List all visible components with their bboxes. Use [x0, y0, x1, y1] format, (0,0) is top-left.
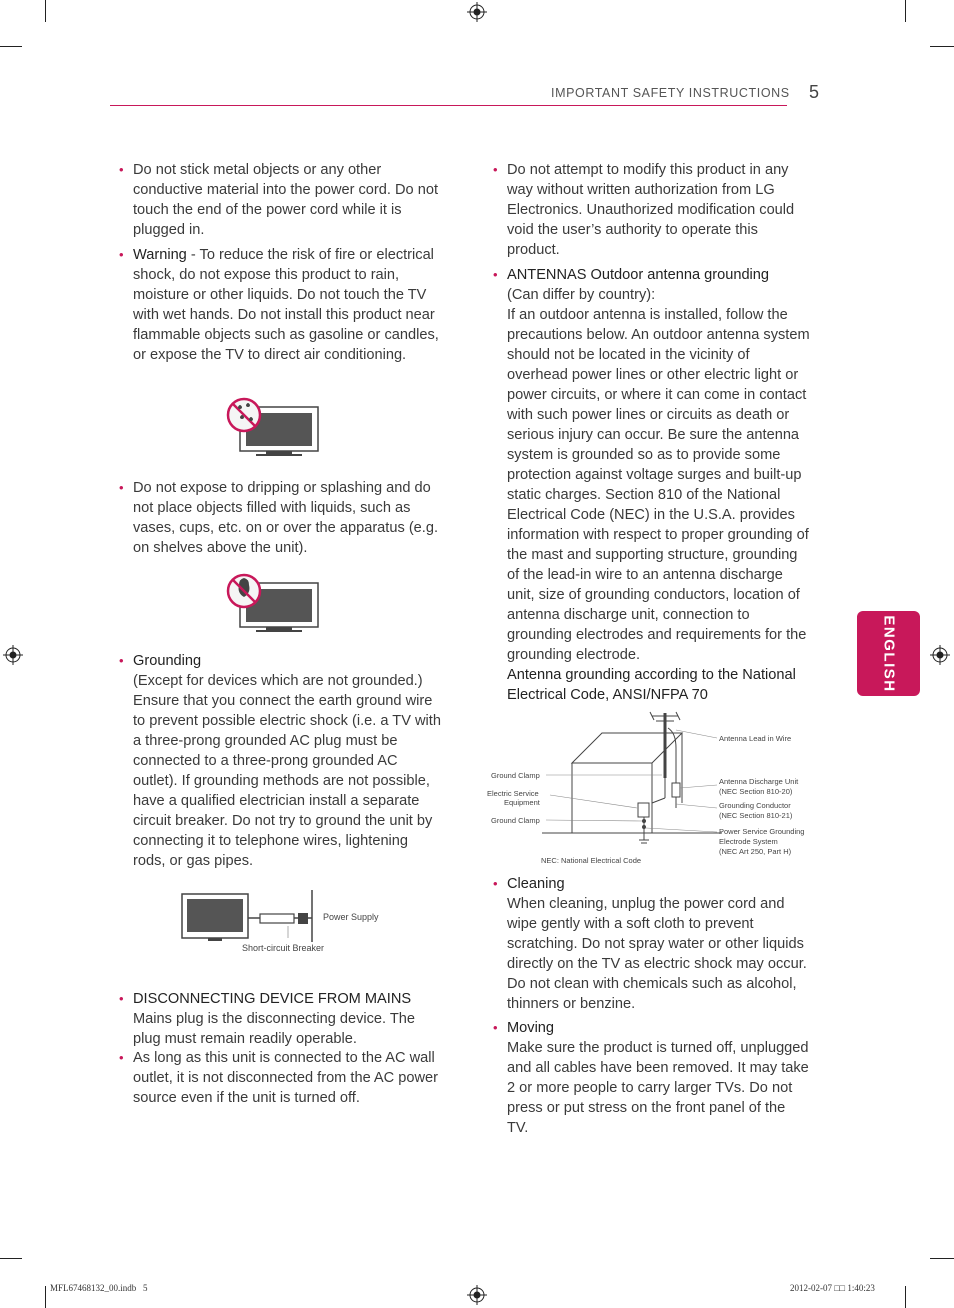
- power-service-label: (NEC Art 250, Part H): [719, 847, 792, 856]
- crop-mark: [905, 1286, 906, 1308]
- power-supply-label: Power Supply: [323, 912, 379, 922]
- registration-mark-icon: [467, 1285, 487, 1305]
- registration-mark-icon: [3, 645, 23, 665]
- footer-date-text: 2012-02-07: [790, 1283, 832, 1293]
- header-divider: [110, 105, 787, 106]
- antenna-lead-label: Antenna Lead in Wire: [719, 734, 792, 743]
- power-service-label: Electrode System: [719, 837, 778, 846]
- footer-file: MFL67468132_00.indb 5: [50, 1283, 148, 1293]
- grounding-conductor-label: (NEC Section 810-21): [719, 811, 793, 820]
- tv-no-water-icon: [226, 393, 322, 461]
- crop-mark: [45, 0, 46, 22]
- item-text: Do not stick metal objects or any other conductive material into the power cord. Do not touch the end of the power cord while it is plugged in.: [133, 162, 439, 238]
- power-service-label: Power Service Grounding: [719, 827, 805, 836]
- right-item-antennas: [485, 265, 810, 705]
- left-item-ac-outlet: [111, 1048, 441, 1108]
- footer-marks: □□: [834, 1283, 846, 1293]
- item-text: - To reduce the risk of fire or electrical shock, do not expose this product to rain, moisture or other liquids. Do not touch the TV with wet hands. Do not install this product near flammable objects such as gasoline or candles, or expose the TV to direct air conditioning.: [133, 247, 439, 363]
- nec-note: NEC: National Electrical Code: [541, 856, 642, 865]
- item-text: Do not expose to dripping or splashing and do not place objects filled with liquids, such as vases, cups, etc. on or over the apparatus (e.g. on shelves above the unit).: [133, 480, 439, 556]
- item-text: Mains plug is the disconnecting device. The plug must remain readily operable.: [133, 1011, 416, 1047]
- breaker-label: Short-circuit Breaker: [242, 943, 325, 953]
- item-text: Make sure the product is turned off, unplugged and all cables have been removed. It may take 2 or more people to carry larger TVs. Do not press or put stress on the front panel of the TV.: [507, 1040, 809, 1136]
- item-text: (Except for devices which are not grounded.) Ensure that you connect the earth ground wire to prevent possible electric shock (i.e. a TV with a three-prong grounded AC plug must be connected to a three-prong grounded AC outlet). If grounding methods are not possible, have a qualified electrician install a separate circuit breaker. Do not try to ground the unit by connecting it to telephone wires, lightening rods, or gas pipes.: [133, 673, 441, 869]
- item-text: As long as this unit is connected to the AC wall outlet, it is not disconnected from the AC power source even if the unit is turned off.: [133, 1050, 439, 1106]
- right-item-cleaning: [485, 874, 810, 1014]
- crop-mark: [45, 1286, 46, 1308]
- crop-mark: [0, 46, 22, 47]
- language-tab-label: ENGLISH: [880, 614, 897, 693]
- discharge-unit-label: Antenna Discharge Unit: [719, 777, 799, 786]
- crop-mark: [0, 1258, 22, 1259]
- crop-mark: [930, 46, 954, 47]
- left-item-metal-objects: [111, 160, 441, 240]
- registration-mark-icon: [467, 2, 487, 22]
- tv-no-vase-icon: [226, 569, 322, 637]
- item-text: When cleaning, unplug the power cord and wipe gently with a soft cloth to prevent scratching. Do not spray water or other liquids directly on the TV as electric shock may occur. Do not clean with chemicals such as alcohol, thinners or benzine.: [507, 896, 807, 1012]
- left-item-dripping: [111, 478, 441, 558]
- item-text: Do not attempt to modify this product in any way without written authorization from LG Electronics. Unauthorized modification could void the user’s authority to operate this product.: [507, 162, 795, 258]
- electric-service-label: Equipment: [504, 798, 540, 807]
- discharge-unit-label: (NEC Section 810-20): [719, 787, 793, 796]
- footer-date: [790, 1283, 875, 1293]
- header-title: IMPORTANT SAFETY INSTRUCTIONS: [551, 86, 790, 100]
- item-lead: • ANTENNAS Outdoor antenna grounding: [507, 267, 770, 283]
- item-lead: • Cleaning: [507, 876, 565, 892]
- footer-time: 1:40:23: [847, 1283, 875, 1293]
- antenna-grounding-diagram: [482, 708, 822, 868]
- item-lead: • Grounding: [133, 653, 202, 669]
- page-number: 5: [809, 82, 820, 102]
- left-item-grounding: [111, 651, 441, 871]
- crop-mark: [905, 0, 906, 22]
- electric-service-label: Electric Service: [487, 789, 539, 798]
- grounding-diagram: [178, 886, 400, 960]
- item-lead: • Moving: [507, 1020, 555, 1036]
- registration-mark-icon: [930, 645, 950, 665]
- language-tab: [857, 611, 920, 696]
- left-item-warning: [111, 245, 441, 365]
- left-item-disconnecting: [111, 989, 441, 1049]
- right-item-modify: [485, 160, 810, 260]
- item-text: (Can differ by country): If an outdoor antenna is installed, follow the precautions below. An outdoor antenna system should not be located in the vicinity of overhead power lines or other electric light or power circuits, or where it can come in contact with such power lines or circuits as death or serious injury can occur. Be sure the antenna system is grounded so as to provide some protection against voltage surges and built-up static charges. Section 810 of the National Electrical Code (NEC) in the U.S.A. provides information with respect to proper grounding of the mast and supporting structure, grounding of the lead-in wire to an antenna discharge unit, size of grounding conductors, location of antenna discharge unit, connection to grounding electrodes and requirements for the grounding electrode.: [507, 287, 810, 663]
- crop-mark: [930, 1258, 954, 1259]
- grounding-conductor-label: Grounding Conductor: [719, 801, 791, 810]
- right-item-moving: [485, 1018, 810, 1138]
- item-lead: • DISCONNECTING DEVICE FROM MAINS: [133, 991, 412, 1007]
- ground-clamp-top-label: Ground Clamp: [491, 771, 540, 780]
- ground-clamp-bottom-label: Ground Clamp: [491, 816, 540, 825]
- item-bold-text: Antenna grounding according to the National Electrical Code, ANSI/NFPA 70: [507, 667, 796, 703]
- item-lead: Warning: [133, 247, 187, 263]
